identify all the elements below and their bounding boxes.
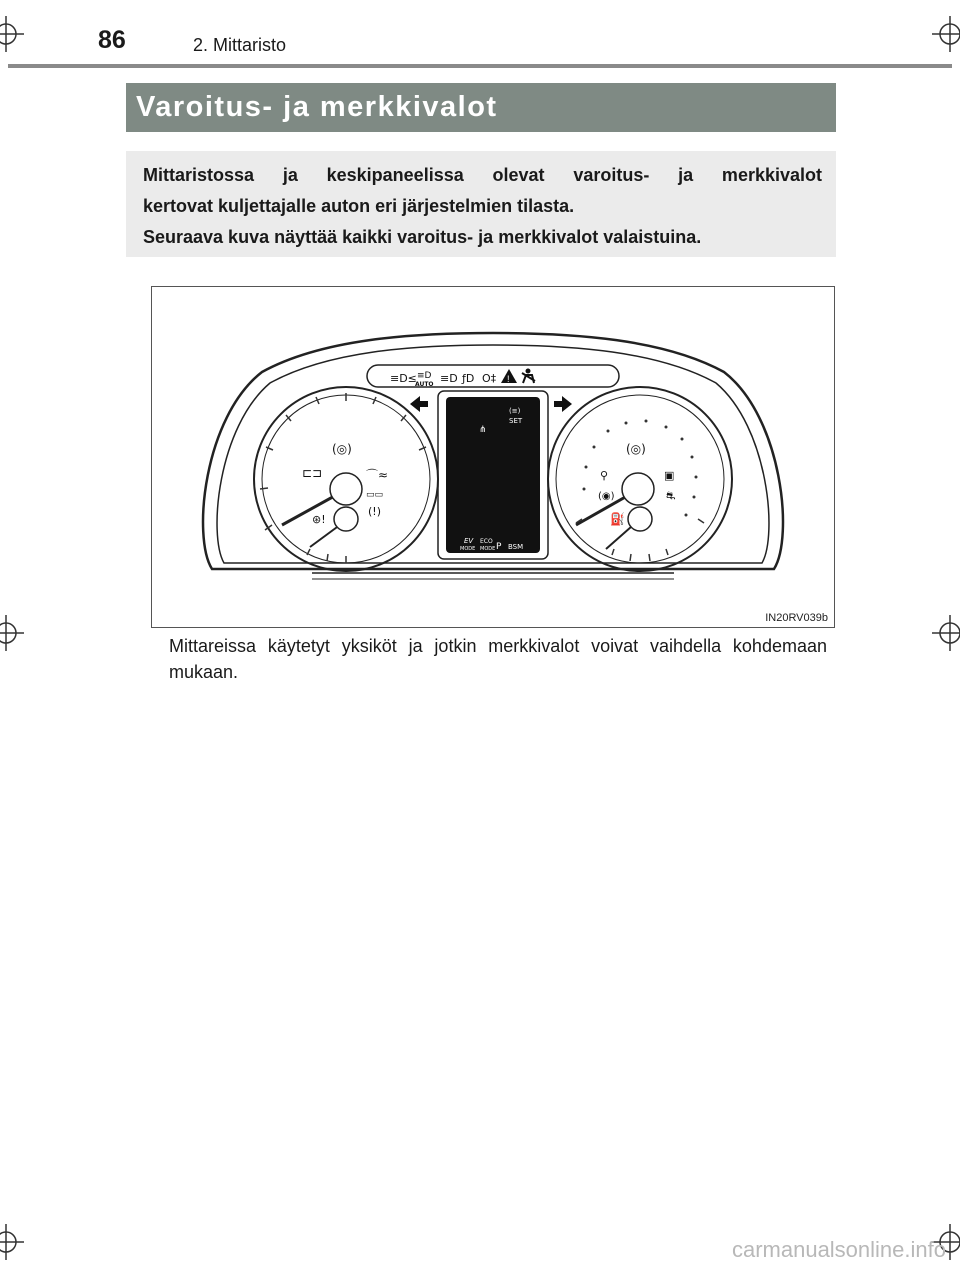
ev-mode-sub-label: MODE bbox=[460, 546, 476, 552]
oil-pressure-icon: ⌒≈ bbox=[366, 468, 389, 482]
tachometer-gauge bbox=[548, 387, 732, 571]
chapter-title: 2. Mittaristo bbox=[193, 35, 287, 55]
low-fuel-icon: ⛽ bbox=[610, 512, 625, 526]
auto-high-beam-icon bbox=[415, 371, 434, 388]
slip-indicator-icon: ⋔ bbox=[479, 425, 487, 435]
charging-icon: ▭▭ bbox=[366, 490, 384, 500]
svg-text:≡D: ≡D bbox=[417, 371, 432, 381]
crop-mark-bottom-left bbox=[0, 1224, 24, 1260]
master-warning-icon bbox=[501, 369, 517, 384]
svg-text:≡D: ≡D bbox=[440, 372, 458, 385]
figure-code: IN20RV039b bbox=[765, 612, 828, 624]
rear-fog-icon bbox=[482, 372, 497, 385]
high-beam-icon bbox=[440, 372, 458, 385]
cruise-set-icon: (≡) bbox=[509, 407, 521, 415]
svg-text:ƒD: ƒD bbox=[462, 372, 475, 385]
note-text: Mittareissa käytetyt yksiköt ja jotkin merkkivalot voivat vaihdella kohdemaan mukaan. bbox=[169, 636, 827, 682]
bsm-label: BSM bbox=[508, 543, 524, 551]
crop-mark-top-left bbox=[0, 16, 24, 52]
stability-control-icon: ⛐ bbox=[666, 489, 676, 502]
instrument-cluster-figure bbox=[151, 286, 835, 628]
seat-belt-reminder-icon: ⚲ bbox=[600, 469, 609, 482]
auto-label: AUTO bbox=[415, 381, 434, 388]
eco-mode-label: ECO bbox=[480, 538, 493, 545]
brake-warning-icon: (◎) bbox=[332, 442, 352, 456]
srs-airbag-icon: ▣ bbox=[664, 469, 675, 482]
header-rule bbox=[8, 64, 952, 68]
ev-mode-label: EV bbox=[464, 537, 474, 545]
svg-text:≡D≤: ≡D≤ bbox=[390, 372, 417, 385]
front-fog-icon bbox=[461, 372, 474, 385]
check-engine-icon: ⊏⊐ bbox=[302, 466, 323, 480]
abs-icon: (◉) bbox=[598, 491, 615, 502]
headlight-indicator-icon bbox=[390, 372, 417, 385]
eco-mode-sub-label: MODE bbox=[480, 546, 496, 552]
page-number: 86 bbox=[98, 26, 126, 54]
svg-text:!: ! bbox=[507, 374, 510, 384]
park-label: P bbox=[496, 542, 502, 552]
low-tire-pressure-icon: (!) bbox=[368, 505, 381, 518]
power-steering-icon: ⊛! bbox=[312, 513, 326, 526]
speedometer-gauge bbox=[254, 387, 438, 571]
right-turn-signal-icon bbox=[554, 396, 572, 412]
set-label: SET bbox=[509, 417, 523, 425]
seatbelt-icon bbox=[522, 369, 535, 384]
instrument-cluster-illustration bbox=[152, 287, 834, 627]
intro-box bbox=[126, 151, 836, 257]
crop-mark-middle-left bbox=[0, 615, 24, 651]
section-title: Varoitus- ja merkkivalot bbox=[126, 83, 836, 132]
crop-mark-middle-right bbox=[932, 615, 960, 651]
intro-line-3: Seuraava kuva näyttää kaikki varoitus- ja merkkivalot valaistuina. bbox=[143, 227, 702, 247]
intro-line-2: kertovat kuljettajalle auton eri järjestelmien tilasta. bbox=[143, 196, 575, 216]
brake-system-icon: (◎) bbox=[626, 442, 646, 456]
intro-line-1: Mittaristossa ja keskipaneelissa olevat varoitus- ja merkkivalot bbox=[143, 165, 822, 185]
left-turn-signal-icon bbox=[410, 396, 428, 412]
svg-text:O‡: O‡ bbox=[482, 372, 497, 385]
watermark: carmanualsonline.info bbox=[731, 1237, 946, 1262]
crop-mark-top-right bbox=[932, 16, 960, 52]
